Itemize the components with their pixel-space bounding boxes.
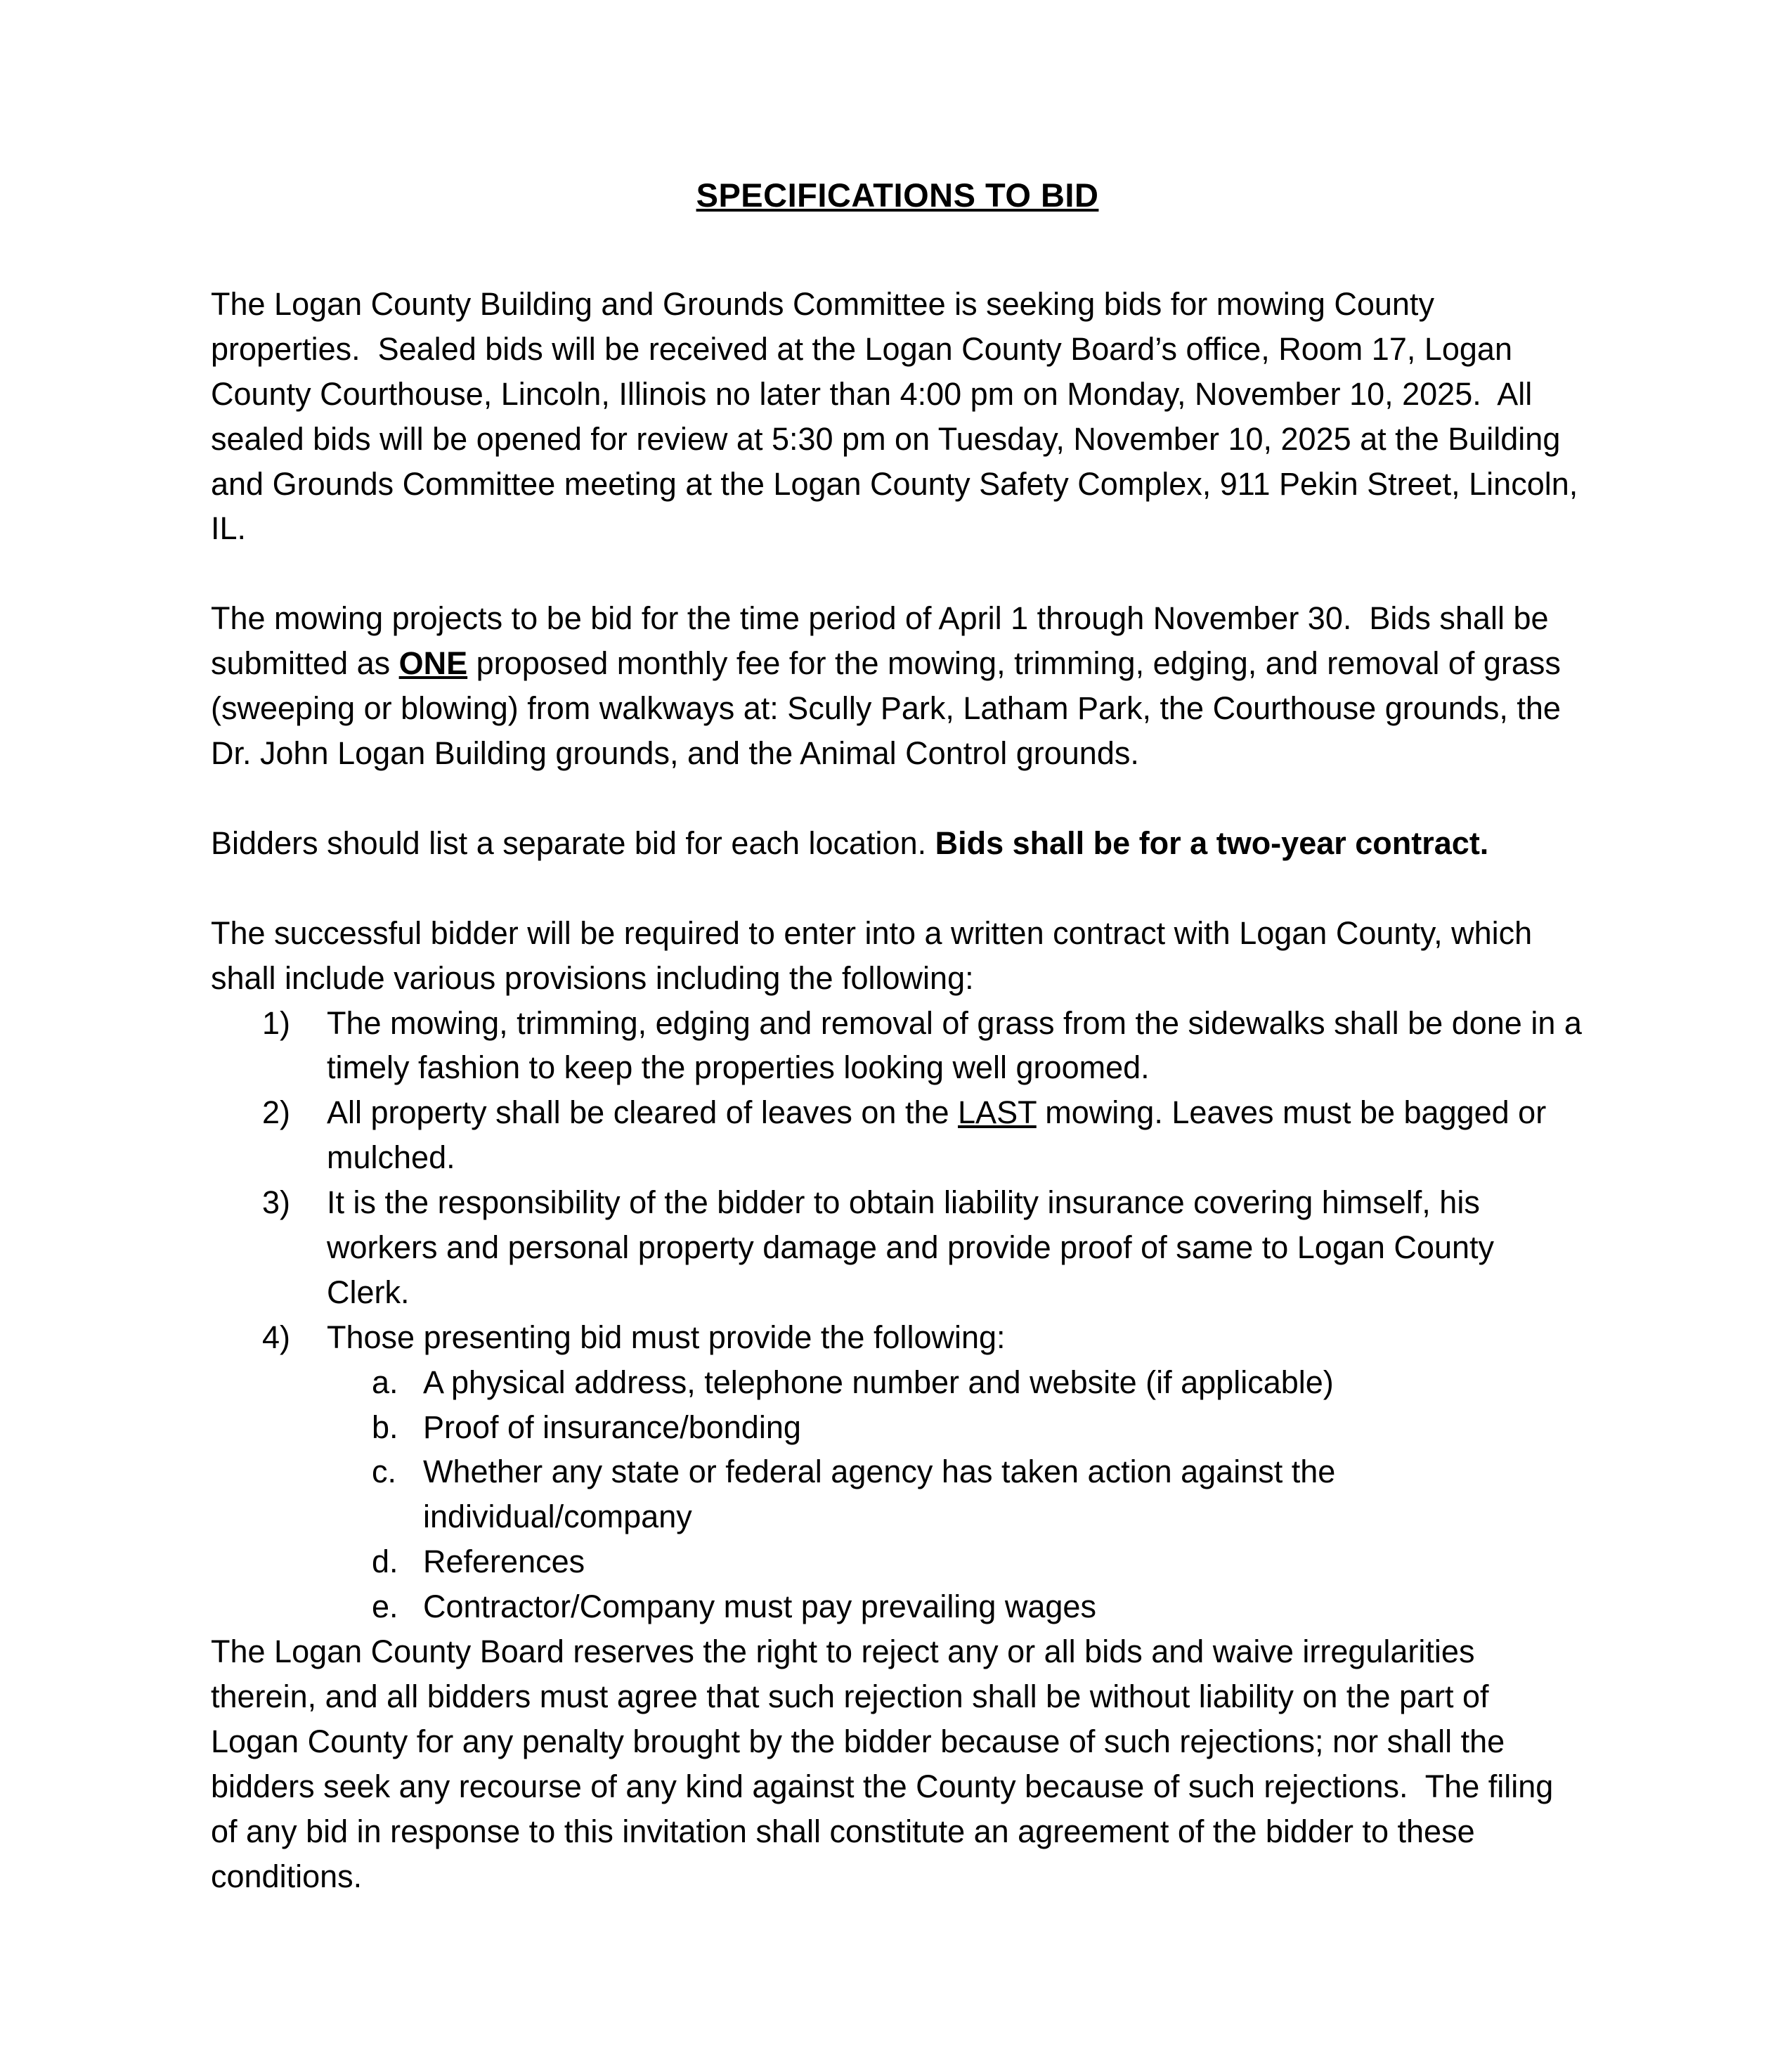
numbered-item-2 bbox=[211, 1090, 1584, 1180]
numbered-item-1-text: The mowing, trimming, edging and removal of grass from the sidewalks shall be done in a timely fashion to keep the properties looking well groomed. bbox=[327, 1004, 1591, 1086]
lettered-item-e-text: Contractor/Company must pay prevailing wages bbox=[423, 1589, 1096, 1625]
numbered-item-4 bbox=[211, 1315, 1584, 1360]
lettered-item-d-text: References bbox=[423, 1544, 585, 1580]
lettered-item-e bbox=[211, 1584, 1584, 1629]
intro-paragraph: The Logan County Building and Grounds Committee is seeking bids for mowing County properties. Sealed bids will be received at the Logan County Board’s office, Room 17, Logan County Courthouse, Lincoln, Illinois no later than 4:00 pm on Monday, November 10, 2025. All sealed bids will be opened for review at 5:30 pm on Tuesday, November 10, 2025 at the Building and Grounds Committee meeting at the Logan County Safety Complex, 911 Pekin Street, Lincoln, IL. bbox=[211, 286, 1587, 547]
lettered-item-a bbox=[211, 1360, 1584, 1405]
mowing-projects-paragraph: The mowing projects to be bid for the time period of April 1 through November 30. Bids shall be submitted as ONE proposed monthly fee for the mowing, trimming, edging, and removal of grass (sweeping or blowing) from walkways at: Scully Park, Latham Park, the Courthouse grounds, the Dr. John Logan Building grounds, and the Animal Control grounds. bbox=[211, 600, 1570, 772]
separate-bid-paragraph: Bidders should list a separate bid for each location. Bids shall be for a two-year contract. bbox=[211, 824, 1489, 861]
lettered-item-d bbox=[211, 1539, 1584, 1584]
lettered-item-b-text: Proof of insurance/bonding bbox=[423, 1409, 801, 1445]
numbered-item-2-text: All property shall be cleared of leaves on the LAST mowing. Leaves must be bagged or mulched. bbox=[327, 1094, 1555, 1176]
sublist-marker-b: b. bbox=[372, 1409, 398, 1445]
contract-provisions-intro: The successful bidder will be required to enter into a written contract with Logan County, which shall include various provisions including the following: bbox=[211, 914, 1541, 996]
numbered-item-3 bbox=[211, 1180, 1584, 1315]
list-marker-3: 3) bbox=[262, 1184, 291, 1221]
sublist-marker-a: a. bbox=[372, 1364, 398, 1400]
lettered-item-b bbox=[211, 1405, 1584, 1450]
sublist-marker-c: c. bbox=[372, 1454, 397, 1490]
lettered-item-a-text: A physical address, telephone number and website (if applicable) bbox=[423, 1364, 1334, 1400]
sublist-marker-e: e. bbox=[372, 1589, 398, 1625]
reservation-of-rights-paragraph: The Logan County Board reserves the right to reject any or all bids and waive irregularities therein, and all bidders must agree that such rejection shall be without liability on the part of Logan County for any penalty brought by the bidder because of such rejections; nor shall the bidders seek any recourse of any kind against the County because of such rejections. The filing of any bid in response to this invitation shall constitute an agreement of the bidder to these conditions. bbox=[211, 1634, 1562, 1894]
document-title: SPECIFICATIONS TO BID bbox=[696, 176, 1099, 214]
sublist-marker-d: d. bbox=[372, 1544, 398, 1580]
numbered-item-1 bbox=[211, 1001, 1591, 1091]
list-marker-1: 1) bbox=[262, 1004, 291, 1041]
lettered-item-c-text: Whether any state or federal agency has taken action against the individual/company bbox=[423, 1454, 1344, 1535]
numbered-item-3-text: It is the responsibility of the bidder to obtain liability insurance covering himself, his workers and personal property damage and provide proof of same to Logan County Clerk. bbox=[327, 1184, 1503, 1310]
list-marker-4: 4) bbox=[262, 1319, 291, 1355]
numbered-item-4-text: Those presenting bid must provide the following: bbox=[327, 1319, 1006, 1355]
lettered-item-c bbox=[211, 1449, 1584, 1539]
list-marker-2: 2) bbox=[262, 1094, 291, 1131]
